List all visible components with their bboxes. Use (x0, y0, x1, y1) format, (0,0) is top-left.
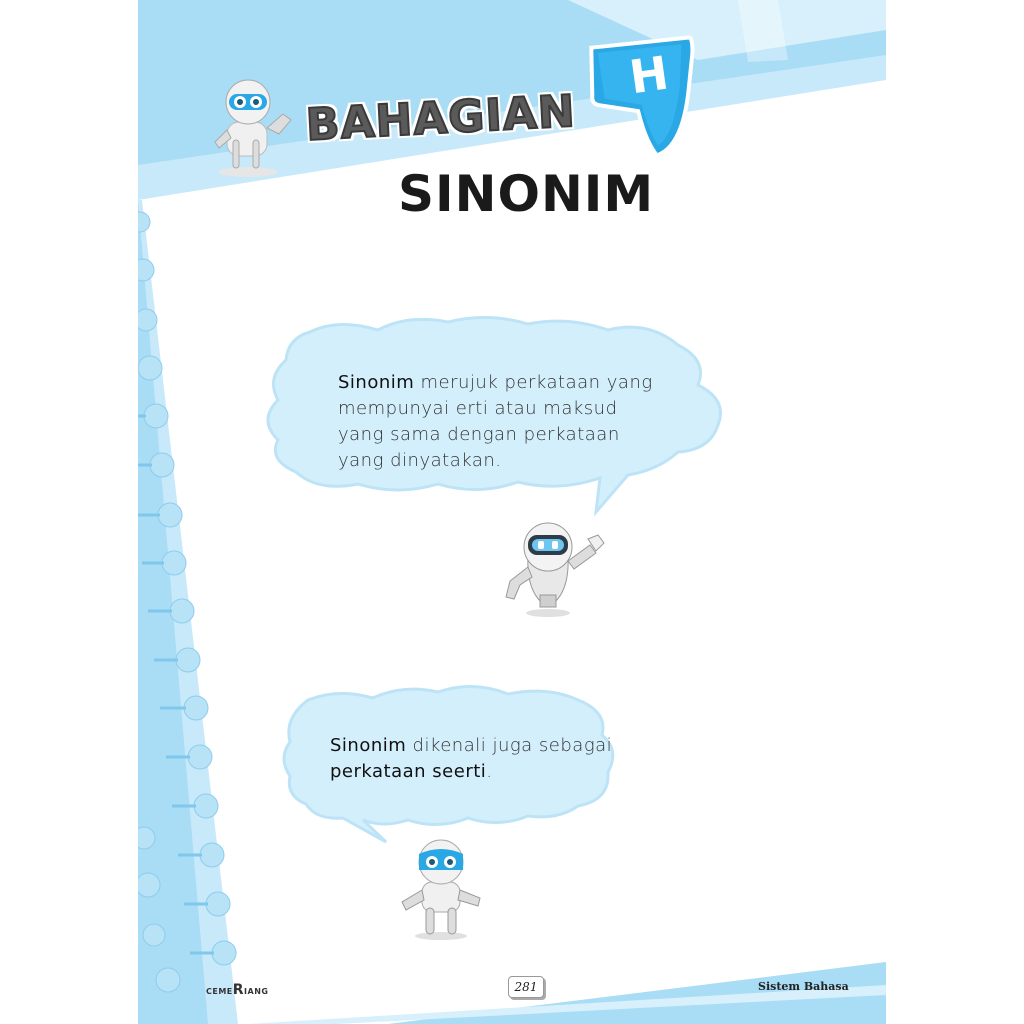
publisher-logo (206, 982, 268, 998)
logo-letter: R (232, 982, 245, 998)
bubble-emphasis: perkataan seerti (330, 761, 487, 782)
robot-mascot-icon (506, 523, 604, 617)
logo-prefix: CEME (206, 987, 233, 996)
logo-suffix: IANG (244, 987, 269, 996)
page-background (138, 0, 886, 1024)
page-number: 281 (508, 976, 544, 998)
page-title: SINONIM (398, 165, 655, 223)
bubble-period: . (486, 761, 493, 782)
bubble-alias-text (330, 733, 620, 785)
worksheet-page (138, 0, 886, 1024)
bubble-body: merujuk perkataan yang mempunyai erti atau maksud yang sama dengan perkataan yang dinyatakan. (338, 372, 653, 471)
bubble-body: dikenali juga sebagai (406, 735, 613, 756)
bubble-definition-text (338, 370, 668, 474)
bubble-term: Sinonim (330, 735, 407, 756)
book-title: Sistem Bahasa (758, 980, 849, 993)
bubble-term: Sinonim (338, 372, 415, 393)
robot-mascot-icon (402, 840, 480, 940)
section-word: BAHAGIAN (304, 85, 577, 151)
section-letter: H (626, 45, 672, 105)
